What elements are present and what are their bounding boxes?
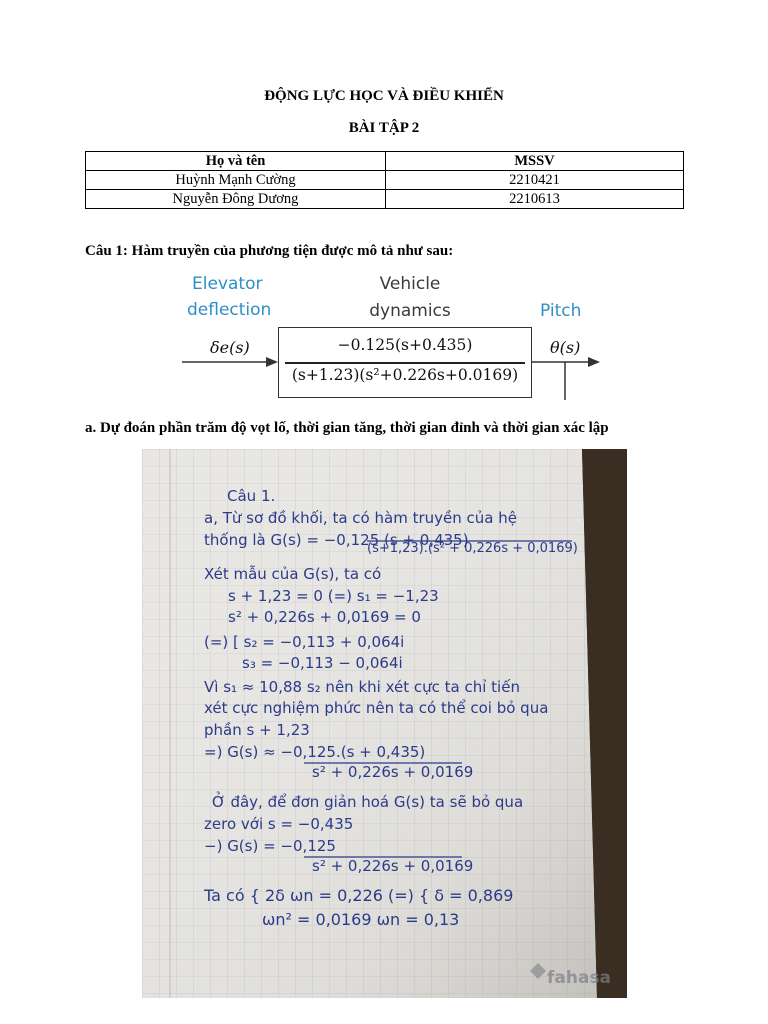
hw-line: phần s + 1,23: [204, 721, 310, 739]
table-header-row: [86, 152, 684, 171]
hw-line: s² + 0,226s + 0,0169: [312, 763, 474, 781]
tf-denominator: (s+1.23)(s²+0.226s+0.0169): [291, 366, 519, 384]
student-name: Huỳnh Mạnh Cường: [86, 171, 386, 190]
hw-line: Vì s₁ ≈ 10,88 s₂ nên khi xét cực ta chỉ tiến: [204, 678, 520, 696]
hw-line: s + 1,23 = 0 (=) s₁ = −1,23: [228, 587, 439, 605]
page-subtitle: BÀI TẬP 2: [348, 120, 420, 136]
block-label-line2: dynamics: [369, 301, 451, 321]
input-signal: δe(s): [210, 338, 250, 357]
output-label: Pitch: [540, 301, 582, 321]
hw-line: s² + 0,226s + 0,0169 = 0: [228, 608, 421, 626]
block-diagram: [180, 268, 610, 408]
transfer-function-box: [278, 327, 532, 398]
input-label-line1: Elevator: [192, 274, 263, 294]
hw-line: Xét mẫu của G(s), ta có: [204, 565, 382, 583]
student-id: 2210421: [386, 171, 684, 190]
table-row: [86, 171, 684, 190]
header-id: MSSV: [386, 152, 684, 171]
header-name: Họ và tên: [86, 152, 386, 171]
hw-line: s₃ = −0,113 − 0,064i: [242, 654, 403, 672]
table-row: [86, 190, 684, 209]
hw-line: a, Từ sơ đồ khối, ta có hàm truyền của hệ: [204, 509, 517, 527]
hw-line: zero với s = −0,435: [204, 815, 354, 833]
page-title: ĐỘNG LỰC HỌC VÀ ĐIỀU KHIỂN: [264, 88, 504, 104]
hw-line: (s+1,23).(s² + 0,226s + 0,0169): [367, 541, 578, 556]
students-table: [85, 151, 684, 209]
hw-line: =) G(s) ≈ −0,125.(s + 0,435): [204, 743, 426, 761]
handwritten-notebook-photo: [142, 449, 627, 998]
hw-line: (=) [ s₂ = −0,113 + 0,064i: [204, 633, 405, 651]
student-name: Nguyễn Đông Dương: [86, 190, 386, 209]
hw-line: Ta có { 2δ ωn = 0,226 (=) { δ = 0,869: [204, 886, 514, 905]
hw-line: s² + 0,226s + 0,0169: [312, 857, 474, 875]
watermark-text: fahasa: [547, 968, 612, 988]
hw-line: thống là G(s) = −0,125 (s + 0,435): [204, 531, 469, 549]
hw-line: Câu 1.: [227, 487, 276, 505]
question-1-heading: Câu 1: Hàm truyền của phương tiện được mô tả như sau:: [85, 243, 454, 259]
block-label-line1: Vehicle: [379, 274, 441, 294]
student-id: 2210613: [386, 190, 684, 209]
output-signal: θ(s): [550, 338, 581, 357]
tf-numerator: −0.125(s+0.435): [337, 336, 473, 354]
hw-line: xét cực nghiệm phức nên ta có thể coi bỏ qua: [204, 699, 549, 717]
hw-line: Ở đây, để đơn giản hoá G(s) ta sẽ bỏ qua: [212, 793, 524, 811]
fraction-bar: [285, 362, 525, 364]
question-a-heading: a. Dự đoán phần trăm độ vọt lố, thời gian tăng, thời gian đỉnh và thời gian xác lập: [85, 420, 609, 436]
hw-line: −) G(s) = −0,125: [204, 837, 336, 855]
hw-line: ωn² = 0,0169 ωn = 0,13: [262, 910, 460, 929]
input-label-line2: deflection: [187, 300, 272, 320]
